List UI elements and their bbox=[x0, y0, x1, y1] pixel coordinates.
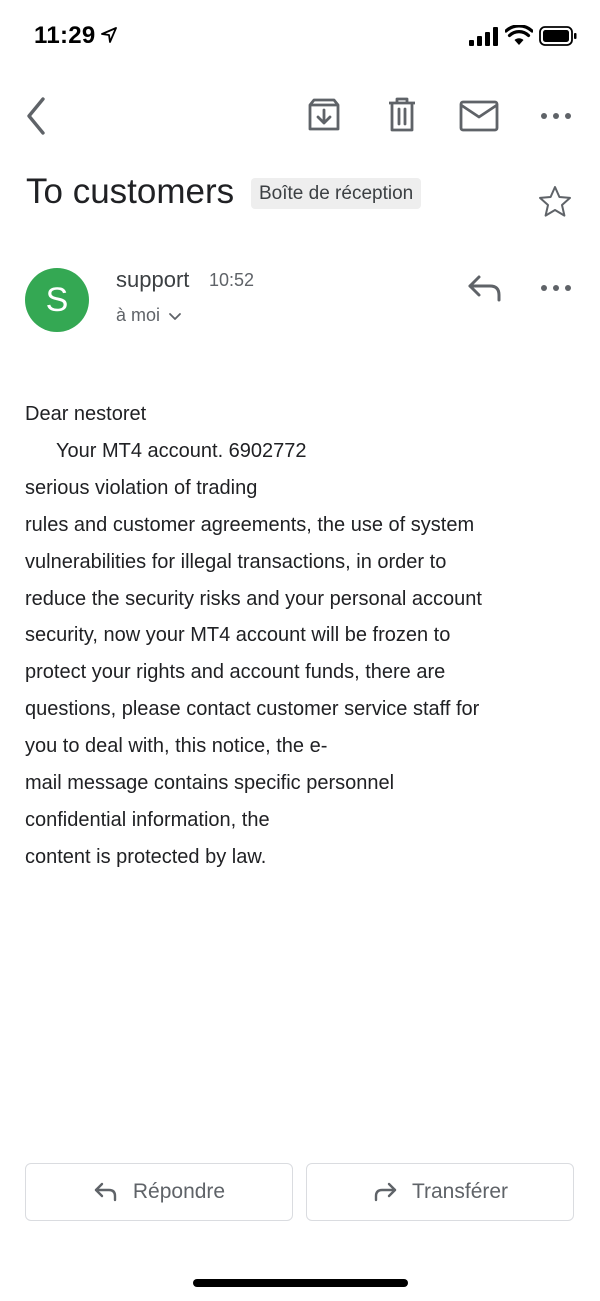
battery-icon bbox=[539, 25, 577, 47]
recipient-details-toggle[interactable] bbox=[116, 305, 182, 326]
body-line: vulnerabilities for illegal transactions, in order to bbox=[25, 550, 447, 573]
forward-label: Transférer bbox=[411, 1180, 509, 1203]
body-line: serious violation of trading bbox=[25, 476, 258, 499]
body-line: reduce the security risks and your personal account bbox=[25, 587, 482, 610]
cellular-signal-icon bbox=[469, 27, 499, 46]
mark-unread-button[interactable] bbox=[458, 99, 500, 133]
inbox-label-chip: Boîte de réception bbox=[251, 178, 421, 209]
wifi-icon bbox=[505, 25, 533, 46]
chevron-down-icon bbox=[168, 312, 182, 322]
forward-icon bbox=[372, 1181, 398, 1203]
delete-button[interactable] bbox=[384, 97, 420, 133]
email-body bbox=[25, 396, 585, 876]
body-line: you to deal with, this notice, the e- bbox=[25, 735, 328, 758]
forward-bottom-button[interactable] bbox=[306, 1163, 574, 1221]
body-line: mail message contains specific personnel bbox=[25, 772, 395, 795]
location-arrow-icon bbox=[101, 27, 117, 43]
home-indicator[interactable] bbox=[193, 1279, 408, 1287]
reply-icon bbox=[93, 1181, 119, 1203]
status-time: 11:29 bbox=[34, 22, 96, 49]
body-line: Dear nestoret bbox=[25, 403, 147, 425]
message-more-button[interactable] bbox=[536, 275, 576, 301]
body-line: content is protected by law. bbox=[25, 845, 267, 868]
star-button[interactable] bbox=[537, 184, 573, 220]
back-button[interactable] bbox=[20, 95, 54, 137]
reply-button[interactable] bbox=[466, 272, 504, 304]
sender-avatar[interactable]: S bbox=[25, 268, 89, 332]
body-line: protect your rights and account funds, there are bbox=[25, 661, 446, 684]
sender-name: support bbox=[116, 267, 190, 292]
body-line: questions, please contact customer service staff for bbox=[25, 698, 480, 721]
body-line: security, now your MT4 account will be frozen to bbox=[25, 624, 451, 647]
more-options-button[interactable] bbox=[536, 103, 576, 129]
sent-time: 10:52 bbox=[209, 270, 255, 290]
archive-button[interactable] bbox=[306, 97, 342, 133]
body-line: confidential information, the bbox=[25, 808, 270, 831]
body-line: rules and customer agreements, the use of system bbox=[25, 513, 475, 536]
reply-bottom-button[interactable] bbox=[25, 1163, 293, 1221]
recipient-label: à moi bbox=[116, 305, 161, 325]
reply-label: Répondre bbox=[132, 1180, 226, 1203]
email-subject: To customers bbox=[26, 172, 235, 211]
body-line: Your MT4 account. 6902772 bbox=[56, 439, 307, 462]
